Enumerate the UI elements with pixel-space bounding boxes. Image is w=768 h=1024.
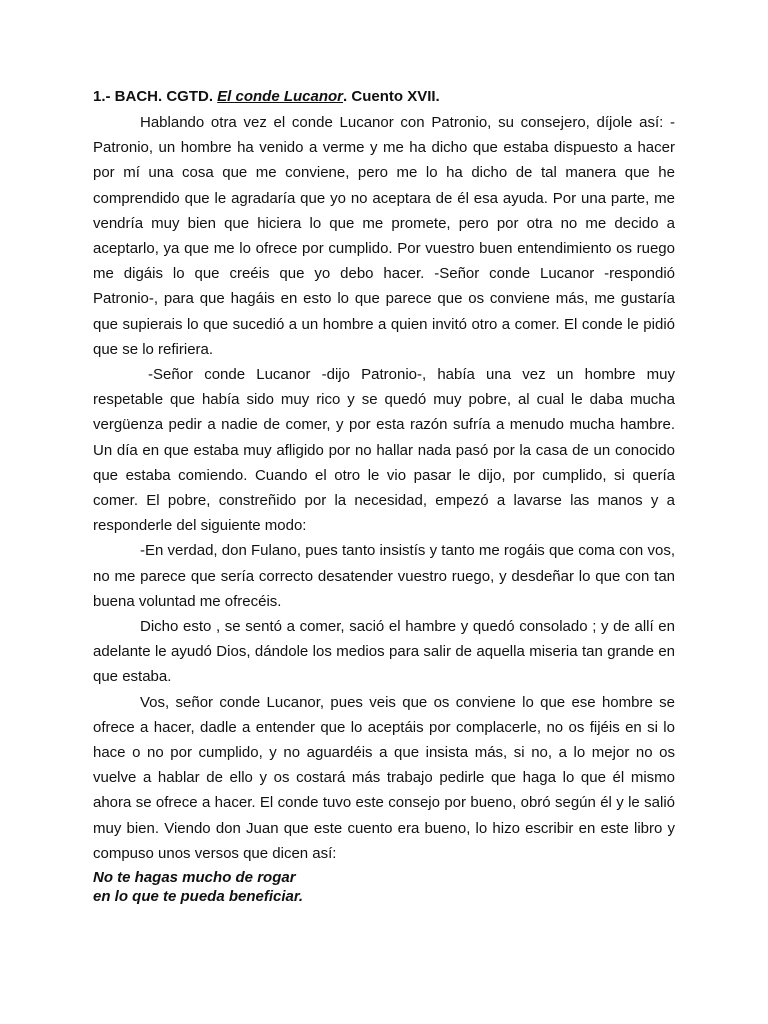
document-page [93,86,675,906]
verse-line-2: en lo que te pueda beneficiar. [93,888,304,906]
paragraph-3: -En verdad, don Fulano, pues tanto insistís y tanto me rogáis que coma con vos, no me parece que sería correcto desatender vuestro ruego, y desdeñar lo que con tan buena voluntad me ofrecéis. [93,542,675,610]
paragraph-2: -Señor conde Lucanor -dijo Patronio-, había una vez un hombre muy respetable que había sido muy rico y se quedó muy pobre, al cual le daba mucha vergüenza pedir a nadie de comer, y por esta razón sufría a menudo mucha hambre. Un día en que estaba muy afligido por no hallar nada pasó por la casa de un conocido que estaba comiendo. Cuando el otro le vio pasar le dijo, por cumplido, si quería comer. El pobre, constreñido por la necesidad, empezó a lavarse las manos y a responderle del siguiente modo: [93,366,675,535]
story-body [93,110,675,866]
paragraph-1: Hablando otra vez el conde Lucanor con Patronio, su consejero, díjole así: -Patronio, un hombre ha venido a verme y me ha dicho que estaba dispuesto a hacer por mí una cosa que me conviene, pero me lo ha dicho de tal manera que he comprendido que le agradaría que yo no aceptara de él esa ayuda. Por una parte, me vendría muy bien que hiciera lo que me promete, pero por otra no me decido a aceptarlo, ya que me lo ofrece por cumplido. Por vuestro buen entendimiento os ruego me digáis lo que creéis que yo debo hacer. -Señor conde Lucanor -respondió Patronio-, para que hagáis en esto lo que parece que os conviene más, me gustaría que supierais lo que sucedió a un hombre a quien invitó otro a comer. El conde le pidió que se lo refiriera. [93,114,675,358]
title-work: El conde Lucanor [217,88,344,105]
document-title [93,86,675,108]
paragraph-5: Vos, señor conde Lucanor, pues veis que os conviene lo que ese hombre se ofrece a hacer, dadle a entender que lo aceptáis por complacerle, no os fijéis en si lo hace o no por cumplido, y no aguardéis a que insista más, si no, a lo mejor no os vuelve a hablar de ello y os costará más trabajo pedirle que haga lo que él mismo ahora se ofrece a hacer. El conde tuvo este consejo por bueno, obró según él y le salió muy bien. Viendo don Juan que este cuento era bueno, lo hizo escribir en este libro y compuso unos versos que dicen así: [93,693,675,862]
title-prefix: 1.- BACH. CGTD. [93,88,218,105]
moral-verses [93,868,675,906]
paragraph-4: Dicho esto , se sentó a comer, sació el hambre y quedó consolado ; y de allí en adelante le ayudó Dios, dándole los medios para salir de aquella miseria tan grande en que estaba. [93,618,675,686]
title-suffix: . Cuento XVII. [343,88,440,105]
verse-line-1: No te hagas mucho de rogar [93,869,296,887]
